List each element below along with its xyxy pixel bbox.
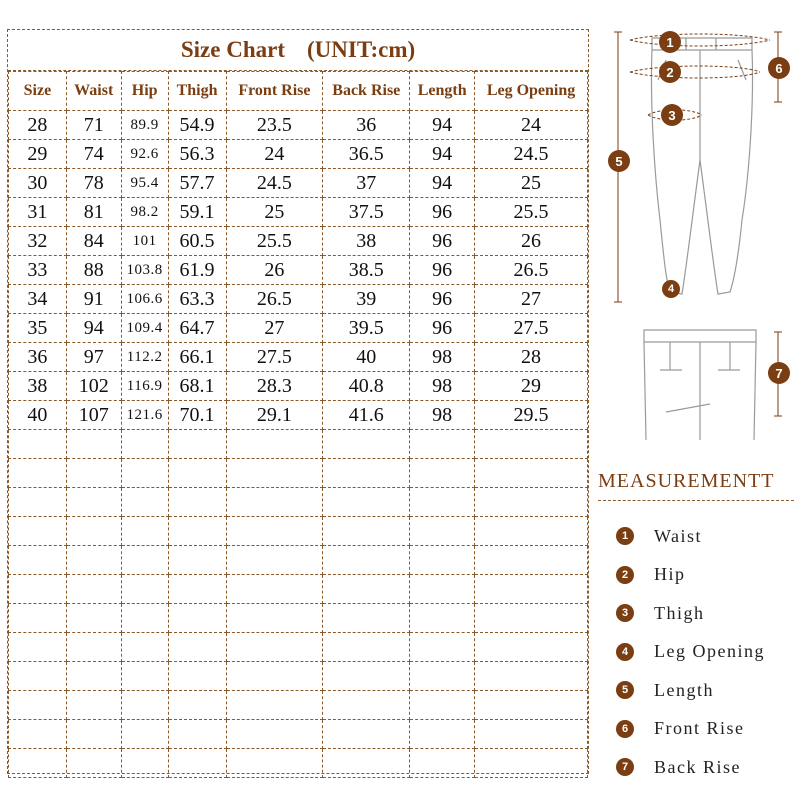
cell-back-rise: 38.5 — [323, 256, 410, 285]
cell-length: 96 — [410, 227, 475, 256]
empty-cell — [9, 720, 67, 749]
empty-cell — [9, 459, 67, 488]
empty-cell — [475, 430, 588, 459]
cell-thigh: 64.7 — [168, 314, 226, 343]
empty-cell — [9, 604, 67, 633]
cell-back-rise: 39 — [323, 285, 410, 314]
cell-back-rise: 40.8 — [323, 372, 410, 401]
empty-cell — [226, 459, 323, 488]
empty-cell — [323, 575, 410, 604]
empty-cell — [121, 575, 168, 604]
empty-cell — [410, 430, 475, 459]
badge-6: 6 — [768, 57, 790, 79]
empty-cell — [66, 517, 121, 546]
cell-length: 98 — [410, 401, 475, 430]
cell-leg-opening: 25 — [475, 169, 588, 198]
cell-leg-opening: 25.5 — [475, 198, 588, 227]
cell-size: 32 — [9, 227, 67, 256]
legend-number: 3 — [616, 604, 634, 622]
empty-cell — [66, 430, 121, 459]
trousers-diagram — [600, 20, 800, 460]
cell-length: 96 — [410, 256, 475, 285]
empty-cell — [9, 662, 67, 691]
empty-cell — [121, 691, 168, 720]
empty-cell — [410, 633, 475, 662]
size-table — [8, 71, 588, 778]
cell-thigh: 60.5 — [168, 227, 226, 256]
empty-cell — [121, 459, 168, 488]
cell-size: 30 — [9, 169, 67, 198]
cell-size: 35 — [9, 314, 67, 343]
empty-row — [9, 720, 588, 749]
empty-cell — [121, 749, 168, 778]
cell-back-rise: 38 — [323, 227, 410, 256]
legend-item-thigh — [616, 594, 796, 633]
cell-hip: 106.6 — [121, 285, 168, 314]
legend-item-back-rise — [616, 748, 796, 787]
legend-label: Front Rise — [654, 718, 745, 739]
empty-cell — [226, 633, 323, 662]
empty-cell — [9, 488, 67, 517]
legend-item-front-rise — [616, 710, 796, 749]
chart-unit-text: (UNIT:cm) — [306, 37, 416, 62]
cell-hip: 89.9 — [121, 111, 168, 140]
empty-cell — [121, 488, 168, 517]
cell-front-rise: 27 — [226, 314, 323, 343]
empty-row — [9, 575, 588, 604]
table-row — [9, 198, 588, 227]
empty-cell — [168, 604, 226, 633]
measurement-divider — [598, 500, 794, 501]
cell-front-rise: 26.5 — [226, 285, 323, 314]
empty-cell — [121, 633, 168, 662]
header-front-rise: Front Rise — [226, 72, 323, 111]
empty-cell — [410, 662, 475, 691]
cell-leg-opening: 29 — [475, 372, 588, 401]
cell-length: 94 — [410, 169, 475, 198]
empty-cell — [410, 488, 475, 517]
empty-row — [9, 430, 588, 459]
empty-cell — [475, 488, 588, 517]
empty-cell — [475, 691, 588, 720]
table-row — [9, 372, 588, 401]
empty-cell — [121, 517, 168, 546]
chart-title-text: Size Chart — [180, 37, 285, 62]
empty-cell — [410, 720, 475, 749]
empty-cell — [226, 662, 323, 691]
empty-cell — [475, 633, 588, 662]
empty-cell — [323, 662, 410, 691]
legend-label: Length — [654, 679, 714, 700]
empty-cell — [323, 488, 410, 517]
cell-front-rise: 29.1 — [226, 401, 323, 430]
header-hip: Hip — [121, 72, 168, 111]
empty-cell — [121, 720, 168, 749]
empty-cell — [226, 517, 323, 546]
legend-item-hip — [616, 556, 796, 595]
table-row — [9, 227, 588, 256]
table-row — [9, 401, 588, 430]
cell-size: 33 — [9, 256, 67, 285]
empty-row — [9, 517, 588, 546]
empty-cell — [168, 430, 226, 459]
empty-cell — [323, 691, 410, 720]
empty-row — [9, 749, 588, 778]
measurement-legend — [616, 517, 796, 787]
empty-cell — [168, 575, 226, 604]
empty-cell — [168, 749, 226, 778]
cell-back-rise: 40 — [323, 343, 410, 372]
cell-front-rise: 28.3 — [226, 372, 323, 401]
cell-waist: 88 — [66, 256, 121, 285]
legend-item-leg-opening — [616, 633, 796, 672]
empty-cell — [66, 604, 121, 633]
legend-number: 4 — [616, 643, 634, 661]
empty-cell — [9, 633, 67, 662]
cell-size: 28 — [9, 111, 67, 140]
header-back-rise: Back Rise — [323, 72, 410, 111]
cell-length: 94 — [410, 140, 475, 169]
empty-cell — [226, 691, 323, 720]
cell-waist: 102 — [66, 372, 121, 401]
cell-hip: 98.2 — [121, 198, 168, 227]
empty-cell — [226, 575, 323, 604]
cell-length: 94 — [410, 111, 475, 140]
cell-leg-opening: 29.5 — [475, 401, 588, 430]
empty-cell — [226, 430, 323, 459]
empty-cell — [168, 546, 226, 575]
empty-row — [9, 691, 588, 720]
cell-length: 98 — [410, 343, 475, 372]
cell-leg-opening: 26 — [475, 227, 588, 256]
cell-hip: 109.4 — [121, 314, 168, 343]
cell-hip: 101 — [121, 227, 168, 256]
empty-cell — [410, 459, 475, 488]
legend-number: 5 — [616, 681, 634, 699]
cell-waist: 94 — [66, 314, 121, 343]
empty-cell — [168, 517, 226, 546]
legend-label: Hip — [654, 564, 686, 585]
empty-cell — [475, 720, 588, 749]
header-waist: Waist — [66, 72, 121, 111]
cell-length: 96 — [410, 198, 475, 227]
empty-cell — [323, 459, 410, 488]
empty-cell — [66, 546, 121, 575]
header-thigh: Thigh — [168, 72, 226, 111]
empty-cell — [475, 604, 588, 633]
badge-3: 3 — [661, 104, 683, 126]
empty-cell — [121, 662, 168, 691]
measurement-title: MEASUREMENTT — [598, 470, 775, 492]
legend-label: Thigh — [654, 602, 705, 623]
empty-cell — [323, 430, 410, 459]
cell-length: 98 — [410, 372, 475, 401]
cell-waist: 91 — [66, 285, 121, 314]
legend-label: Waist — [654, 525, 703, 546]
empty-cell — [410, 517, 475, 546]
legend-number: 7 — [616, 758, 634, 776]
cell-thigh: 56.3 — [168, 140, 226, 169]
empty-cell — [66, 720, 121, 749]
cell-back-rise: 37 — [323, 169, 410, 198]
empty-cell — [323, 517, 410, 546]
cell-thigh: 68.1 — [168, 372, 226, 401]
legend-label: Back Rise — [654, 756, 741, 777]
cell-thigh: 61.9 — [168, 256, 226, 285]
cell-waist: 84 — [66, 227, 121, 256]
cell-size: 38 — [9, 372, 67, 401]
empty-cell — [226, 720, 323, 749]
badge-2: 2 — [659, 61, 681, 83]
cell-front-rise: 24.5 — [226, 169, 323, 198]
empty-cell — [475, 749, 588, 778]
empty-cell — [168, 662, 226, 691]
empty-cell — [66, 749, 121, 778]
empty-cell — [121, 604, 168, 633]
badge-5: 5 — [608, 150, 630, 172]
empty-cell — [410, 749, 475, 778]
cell-front-rise: 24 — [226, 140, 323, 169]
cell-thigh: 54.9 — [168, 111, 226, 140]
empty-cell — [168, 633, 226, 662]
cell-front-rise: 26 — [226, 256, 323, 285]
cell-size: 34 — [9, 285, 67, 314]
empty-cell — [168, 691, 226, 720]
table-row — [9, 169, 588, 198]
empty-cell — [226, 604, 323, 633]
size-chart — [7, 29, 589, 774]
empty-cell — [475, 517, 588, 546]
empty-cell — [168, 720, 226, 749]
empty-cell — [323, 720, 410, 749]
header-size: Size — [9, 72, 67, 111]
empty-cell — [475, 546, 588, 575]
cell-thigh: 70.1 — [168, 401, 226, 430]
empty-cell — [323, 633, 410, 662]
badge-7: 7 — [768, 362, 790, 384]
empty-cell — [323, 546, 410, 575]
cell-front-rise: 27.5 — [226, 343, 323, 372]
cell-size: 40 — [9, 401, 67, 430]
table-row — [9, 256, 588, 285]
empty-cell — [66, 459, 121, 488]
size-chart-title — [8, 30, 588, 71]
cell-back-rise: 39.5 — [323, 314, 410, 343]
cell-hip: 116.9 — [121, 372, 168, 401]
empty-cell — [323, 604, 410, 633]
empty-row — [9, 459, 588, 488]
empty-cell — [9, 749, 67, 778]
empty-cell — [9, 575, 67, 604]
table-row — [9, 314, 588, 343]
cell-waist: 78 — [66, 169, 121, 198]
cell-leg-opening: 24 — [475, 111, 588, 140]
cell-thigh: 63.3 — [168, 285, 226, 314]
cell-back-rise: 36 — [323, 111, 410, 140]
legend-item-waist — [616, 517, 796, 556]
empty-row — [9, 488, 588, 517]
cell-back-rise: 36.5 — [323, 140, 410, 169]
empty-row — [9, 662, 588, 691]
empty-cell — [121, 546, 168, 575]
cell-hip: 95.4 — [121, 169, 168, 198]
cell-leg-opening: 27.5 — [475, 314, 588, 343]
cell-waist: 74 — [66, 140, 121, 169]
legend-number: 1 — [616, 527, 634, 545]
cell-thigh: 59.1 — [168, 198, 226, 227]
table-header-row — [9, 72, 588, 111]
badge-4: 4 — [662, 280, 680, 298]
table-row — [9, 343, 588, 372]
cell-leg-opening: 28 — [475, 343, 588, 372]
legend-item-length — [616, 671, 796, 710]
cell-thigh: 57.7 — [168, 169, 226, 198]
table-row — [9, 140, 588, 169]
empty-cell — [410, 691, 475, 720]
empty-cell — [66, 488, 121, 517]
cell-hip: 121.6 — [121, 401, 168, 430]
cell-leg-opening: 27 — [475, 285, 588, 314]
cell-thigh: 66.1 — [168, 343, 226, 372]
badge-1: 1 — [659, 31, 681, 53]
empty-cell — [168, 459, 226, 488]
empty-cell — [9, 517, 67, 546]
empty-cell — [410, 604, 475, 633]
empty-cell — [66, 691, 121, 720]
cell-hip: 92.6 — [121, 140, 168, 169]
empty-cell — [226, 749, 323, 778]
cell-waist: 81 — [66, 198, 121, 227]
empty-cell — [121, 430, 168, 459]
cell-waist: 71 — [66, 111, 121, 140]
cell-front-rise: 25.5 — [226, 227, 323, 256]
cell-front-rise: 25 — [226, 198, 323, 227]
header-length: Length — [410, 72, 475, 111]
cell-waist: 107 — [66, 401, 121, 430]
empty-cell — [168, 488, 226, 517]
cell-front-rise: 23.5 — [226, 111, 323, 140]
empty-cell — [9, 546, 67, 575]
cell-back-rise: 37.5 — [323, 198, 410, 227]
empty-cell — [226, 488, 323, 517]
empty-row — [9, 546, 588, 575]
cell-leg-opening: 26.5 — [475, 256, 588, 285]
empty-cell — [475, 662, 588, 691]
empty-row — [9, 633, 588, 662]
cell-leg-opening: 24.5 — [475, 140, 588, 169]
empty-cell — [9, 430, 67, 459]
legend-number: 6 — [616, 720, 634, 738]
cell-waist: 97 — [66, 343, 121, 372]
table-row — [9, 111, 588, 140]
legend-number: 2 — [616, 566, 634, 584]
legend-label: Leg Opening — [654, 641, 765, 662]
empty-cell — [410, 546, 475, 575]
cell-hip: 112.2 — [121, 343, 168, 372]
empty-cell — [475, 575, 588, 604]
cell-size: 29 — [9, 140, 67, 169]
cell-length: 96 — [410, 314, 475, 343]
cell-length: 96 — [410, 285, 475, 314]
empty-cell — [66, 633, 121, 662]
empty-cell — [323, 749, 410, 778]
empty-cell — [475, 459, 588, 488]
table-row — [9, 285, 588, 314]
empty-cell — [66, 575, 121, 604]
cell-hip: 103.8 — [121, 256, 168, 285]
empty-cell — [9, 691, 67, 720]
cell-size: 36 — [9, 343, 67, 372]
cell-size: 31 — [9, 198, 67, 227]
header-leg-opening: Leg Opening — [475, 72, 588, 111]
empty-cell — [66, 662, 121, 691]
cell-back-rise: 41.6 — [323, 401, 410, 430]
empty-cell — [410, 575, 475, 604]
empty-cell — [226, 546, 323, 575]
trousers-illustration — [600, 20, 800, 460]
empty-row — [9, 604, 588, 633]
